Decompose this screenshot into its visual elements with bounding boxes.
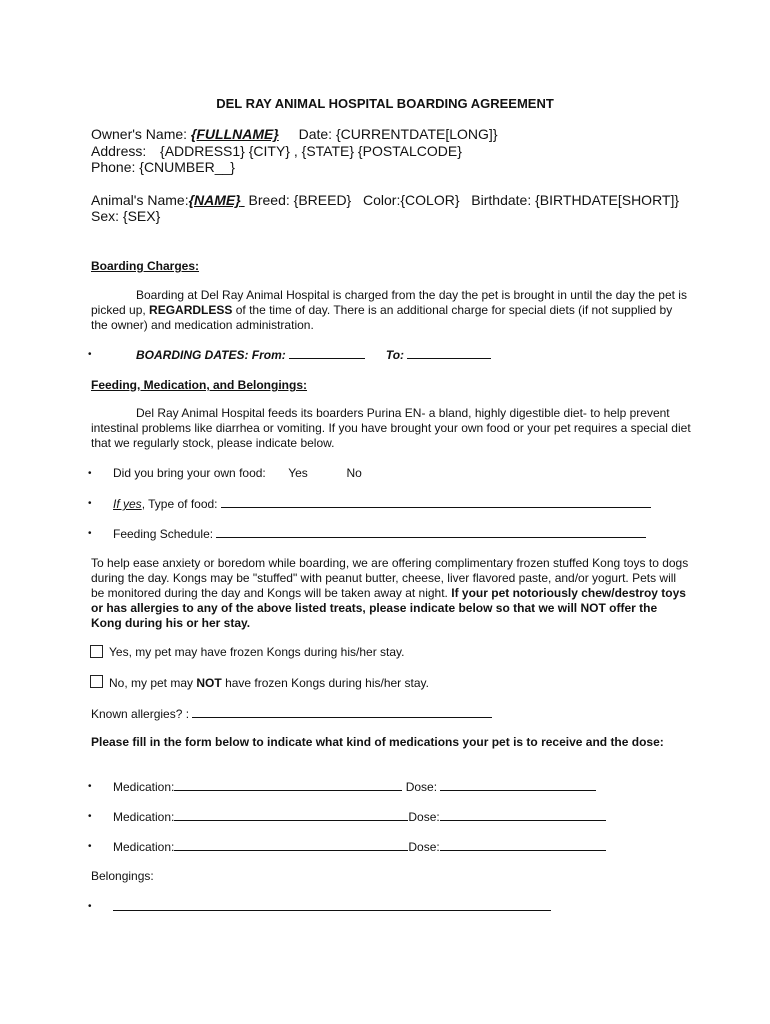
color-value[interactable]: {COLOR} bbox=[400, 192, 460, 208]
dose-field[interactable] bbox=[440, 809, 606, 821]
document-title: DEL RAY ANIMAL HOSPITAL BOARDING AGREEMENT bbox=[216, 96, 554, 111]
boarding-text-2: of the time of day. There is an additional charge for special diets (if not supplied by the owner) and medication administration. bbox=[91, 303, 673, 332]
kong-no-text-bold: NOT bbox=[196, 676, 222, 690]
birthdate-value[interactable]: {BIRTHDATE[SHORT]} bbox=[535, 192, 680, 208]
medication-field[interactable] bbox=[174, 779, 402, 791]
kong-no-text-1: No, my pet may bbox=[109, 676, 194, 690]
kong-paragraph bbox=[91, 556, 691, 631]
boarding-charges-heading: Boarding Charges: bbox=[91, 259, 200, 273]
allergies-field[interactable] bbox=[192, 706, 492, 718]
kong-yes-checkbox[interactable] bbox=[90, 645, 103, 658]
boarding-to-label: To: bbox=[385, 348, 405, 362]
address-label: Address: bbox=[91, 143, 147, 159]
feeding-schedule-row bbox=[113, 526, 646, 541]
feeding-schedule-field[interactable] bbox=[216, 526, 646, 538]
allergies-row bbox=[91, 706, 492, 721]
kong-text-bold: If your pet notoriously chew/destroy toys or has allergies to any of the above listed treats, please indicate below so that we will NOT offer the Kong during his or her stay. bbox=[91, 586, 686, 630]
phone-value[interactable]: {CNUMBER__} bbox=[139, 159, 235, 175]
bullet: • bbox=[88, 841, 92, 852]
feeding-paragraph: Del Ray Animal Hospital feeds its boarders Purina EN- a bland, highly digestible diet- to help prevent intestinal problems like diarrhea or vomiting. If you have brought your own food or your pet requires a special diet that we regularly stock, please indicate below. bbox=[91, 406, 691, 450]
bullet: • bbox=[88, 901, 92, 912]
belongings-label: Belongings: bbox=[91, 869, 154, 883]
medication-row bbox=[113, 809, 606, 824]
type-of-food-field[interactable] bbox=[221, 496, 651, 508]
bullet: • bbox=[88, 498, 92, 509]
type-of-food-row bbox=[113, 496, 651, 511]
bullet: • bbox=[88, 811, 92, 822]
dose-label: Dose: bbox=[408, 810, 440, 824]
phone-label: Phone: bbox=[91, 159, 136, 175]
if-yes-label: If yes bbox=[113, 497, 142, 511]
owner-name-row bbox=[91, 126, 498, 142]
own-food-label: Did you bring your own food: bbox=[113, 466, 266, 480]
own-food-row bbox=[113, 466, 362, 480]
kong-no-row bbox=[109, 676, 429, 690]
sex-label: Sex: bbox=[91, 208, 120, 224]
kong-no-checkbox[interactable] bbox=[90, 675, 103, 688]
kong-no-text-2: have frozen Kongs during his/her stay. bbox=[225, 676, 429, 690]
bullet: • bbox=[88, 349, 92, 360]
sex-value[interactable]: {SEX} bbox=[122, 208, 161, 224]
belongings-field[interactable] bbox=[113, 899, 551, 911]
medication-row bbox=[113, 779, 596, 794]
boarding-from-label: BOARDING DATES: From: bbox=[136, 348, 286, 362]
boarding-charges-paragraph bbox=[91, 288, 691, 333]
dose-label: Dose: bbox=[405, 780, 438, 794]
boarding-text-bold: REGARDLESS bbox=[149, 303, 233, 317]
address-row bbox=[91, 143, 462, 159]
allergies-label: Known allergies? : bbox=[91, 707, 190, 721]
dose-label: Dose: bbox=[408, 840, 440, 854]
owner-name-label: Owner's Name: bbox=[91, 126, 188, 142]
medication-label: Medication: bbox=[113, 810, 175, 824]
medication-instruction: Please fill in the form below to indicate what kind of medications your pet is to receive and the dose: bbox=[91, 735, 664, 749]
bullet: • bbox=[88, 468, 92, 479]
feeding-heading: Feeding, Medication, and Belongings: bbox=[91, 378, 308, 392]
belongings-row bbox=[113, 899, 551, 914]
medication-row bbox=[113, 839, 606, 854]
boarding-to-field[interactable] bbox=[407, 347, 491, 359]
bullet: • bbox=[88, 528, 92, 539]
color-label: Color: bbox=[363, 192, 401, 208]
own-food-yes[interactable]: Yes bbox=[288, 466, 308, 480]
animal-row bbox=[91, 192, 679, 208]
breed-label: Breed: bbox=[248, 192, 290, 208]
boarding-text-1: Boarding at Del Ray Animal Hospital is charged from the day the pet is brought in until the day the pet is picked up, bbox=[91, 288, 687, 317]
boarding-dates-row bbox=[136, 347, 491, 362]
address-value[interactable]: {ADDRESS1} {CITY} , {STATE} {POSTALCODE} bbox=[160, 143, 462, 159]
own-food-no[interactable]: No bbox=[346, 466, 362, 480]
owner-name-value[interactable]: {FULLNAME} bbox=[190, 126, 279, 142]
medication-field[interactable] bbox=[174, 839, 408, 851]
type-of-food-label: , Type of food: bbox=[141, 497, 218, 511]
date-value[interactable]: {CURRENTDATE[LONG]} bbox=[335, 126, 498, 142]
birthdate-label: Birthdate: bbox=[471, 192, 532, 208]
boarding-from-field[interactable] bbox=[289, 347, 365, 359]
animal-name-value[interactable]: {NAME} bbox=[188, 192, 241, 208]
sex-row bbox=[91, 208, 160, 224]
medication-label: Medication: bbox=[113, 780, 175, 794]
dose-field[interactable] bbox=[440, 839, 606, 851]
feeding-schedule-label: Feeding Schedule: bbox=[113, 527, 214, 541]
animal-name-label: Animal's Name: bbox=[91, 192, 189, 208]
phone-row bbox=[91, 159, 235, 175]
medication-field[interactable] bbox=[174, 809, 408, 821]
kong-yes-label: Yes, my pet may have frozen Kongs during his/her stay. bbox=[109, 645, 405, 659]
breed-value[interactable]: {BREED} bbox=[293, 192, 352, 208]
date-label: Date: bbox=[298, 126, 333, 142]
kong-text: To help ease anxiety or boredom while boarding, we are offering complimentary frozen stuffed Kong toys to dogs during the day. Kongs may be "stuffed" with peanut butter, cheese, liver flavored paste, and/or yogurt. Pets will be monitored during the day and Kongs will be taken away at night. bbox=[91, 556, 689, 600]
medication-label: Medication: bbox=[113, 840, 175, 854]
bullet: • bbox=[88, 781, 92, 792]
dose-field[interactable] bbox=[440, 779, 596, 791]
